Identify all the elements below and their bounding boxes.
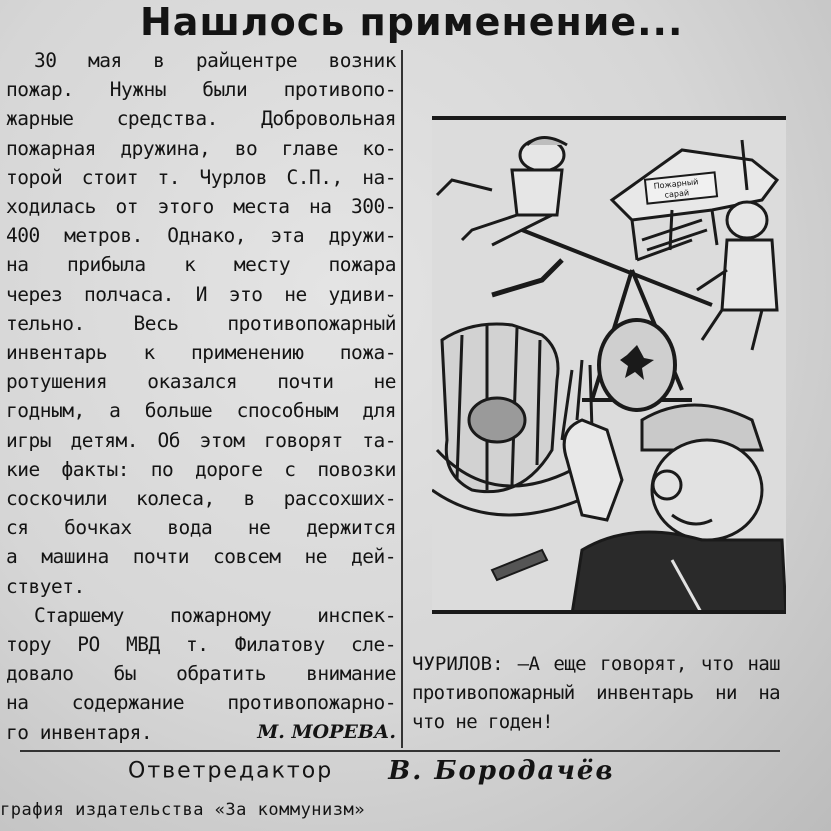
shed-sign-line2: сарай [664, 188, 690, 200]
caption-speaker: ЧУРИЛОВ: [412, 653, 504, 675]
article-body [6, 46, 396, 747]
article-line: тору РО МВД т. Филатову сле- [6, 633, 396, 657]
article-line: пожар. Нужны были противопо- [6, 78, 396, 102]
article-line: кие факты: по дороге с повозки [6, 457, 396, 481]
footer-rule [20, 750, 780, 752]
article-line: соскочили колеса, в рассохших- [6, 487, 396, 511]
article-line: ротушения оказался почти не [6, 370, 396, 394]
article-line: ся бочках вода не держится [6, 516, 396, 540]
article-line: го инвентаря. М. МОРЕВА. [6, 718, 396, 747]
article-line: а машина почти совсем не дей- [6, 545, 396, 569]
article-line: тельно. Весь противопожарный [6, 311, 396, 335]
editor-line [128, 756, 688, 790]
article-line: на содержание противопожарно- [6, 691, 396, 715]
editor-role: Ответредактор [128, 758, 334, 784]
article-line: инвентарь к применению пожа- [6, 341, 396, 365]
shed-sign-line1: Пожарный [653, 177, 699, 191]
article-line: годным, а больше способным для [6, 399, 396, 423]
article-line: торой стоит т. Чурлов С.П., на- [6, 165, 396, 189]
article-headline: Нашлось применение... [140, 0, 684, 44]
editor-name: В. Бородачёв [388, 756, 615, 786]
article-author: М. МОРЕВА. [257, 720, 396, 743]
article-line: ходилась от этого места на 300- [6, 195, 396, 219]
article-paragraph-1 [6, 46, 396, 601]
article-line: ствует. [6, 574, 85, 598]
cartoon-illustration [432, 116, 786, 614]
article-line: игры детям. Об этом говорят та- [6, 428, 396, 452]
article-line: довало бы обратить внимание [6, 662, 396, 686]
article-paragraph-2 [6, 601, 396, 747]
article-line: Старшему пожарному инспек- [34, 603, 396, 627]
article-line: жарные средства. Добровольная [6, 107, 396, 131]
article-line: на прибыла к месту пожара [6, 253, 396, 277]
caption-text: —А еще говорят, что наш противопожарный инвентарь ни на что не годен! [412, 653, 780, 733]
article-line: пожарная дружина, во главе ко- [6, 136, 396, 160]
article-line: 30 мая в райцентре возник [34, 49, 396, 72]
article-line: 400 метров. Однако, эта дружи- [6, 224, 396, 248]
article-line: через полчаса. И это не удиви- [6, 282, 396, 306]
man-churlov-drawing [564, 405, 786, 614]
printer-line: графия издательства «За коммунизм» [0, 800, 365, 820]
column-divider [401, 50, 403, 748]
cartoon-caption [412, 650, 780, 737]
